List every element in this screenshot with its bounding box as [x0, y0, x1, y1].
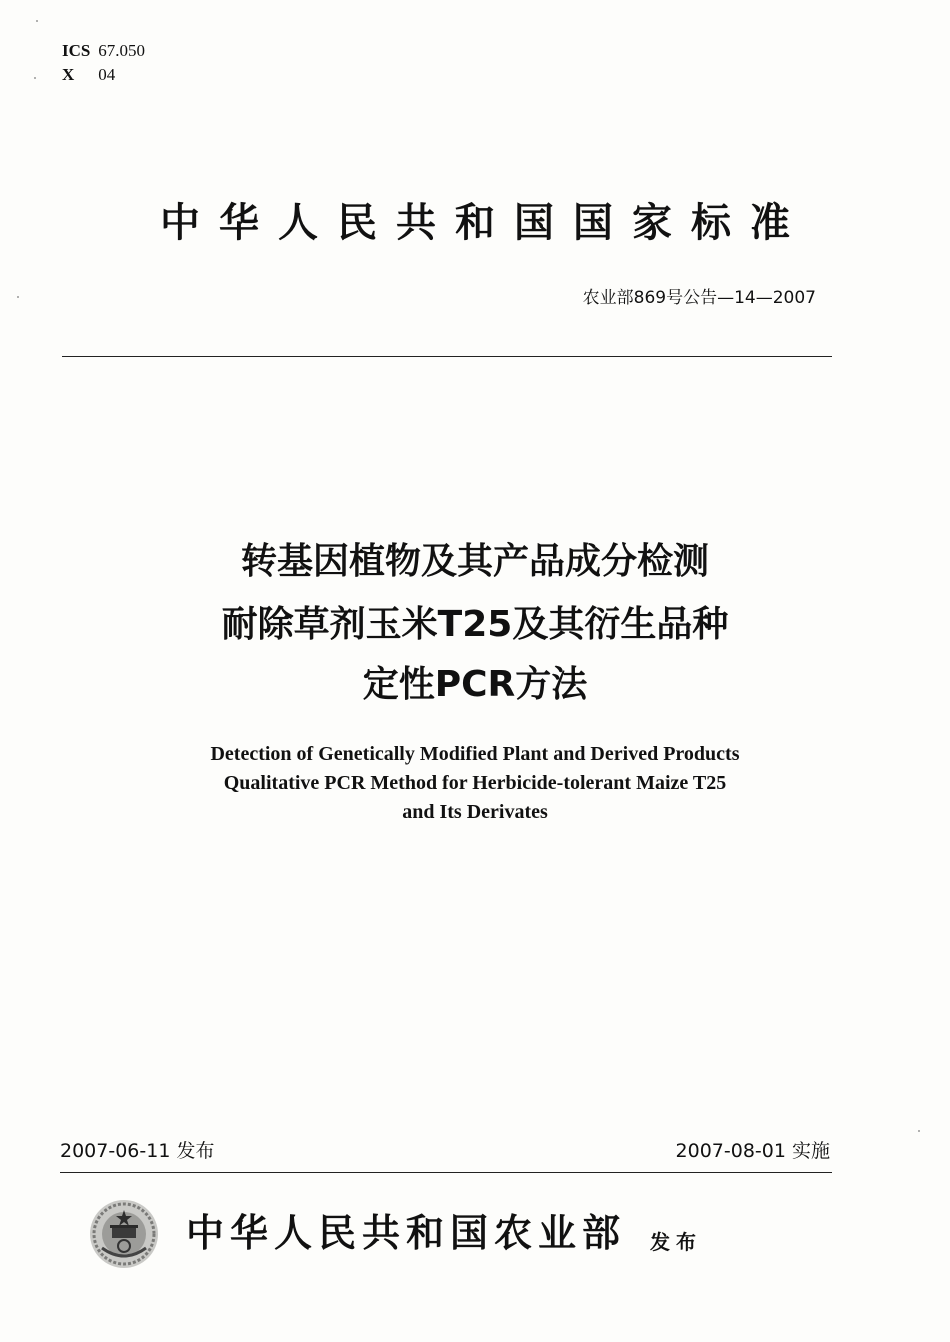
ics-label: ICS — [62, 41, 91, 60]
scan-speck — [918, 1130, 920, 1132]
ccs-code — [62, 65, 115, 85]
scan-speck — [17, 296, 19, 298]
national-emblem-icon — [88, 1198, 160, 1270]
title-en-line1: Detection of Genetically Modified Plant and Derived Products — [210, 743, 740, 765]
ics-value: 67.050 — [98, 41, 145, 60]
title-zh-line3: 定性PCR方法 — [362, 664, 588, 705]
footer-divider — [60, 1172, 832, 1173]
title-zh-line1: 转基因植物及其产品成分检测 — [240, 541, 709, 582]
ccs-label: X — [62, 65, 75, 84]
page-title: 中华人民共和国国家标准 — [160, 200, 809, 246]
ccs-value: 04 — [98, 65, 116, 84]
title-zh-line2: 耐除草剂玉米T25及其衍生品种 — [221, 604, 729, 645]
title-en-line2: Qualitative PCR Method for Herbicide-tolerant Maize T25 — [223, 772, 727, 794]
publisher-suffix: 发布 — [650, 1230, 702, 1254]
ics-code — [62, 41, 145, 61]
scan-speck — [34, 77, 36, 79]
issue-date: 2007-06-11 发布 — [60, 1140, 215, 1162]
title-en-line3: and Its Derivates — [402, 801, 548, 823]
header-divider — [62, 356, 832, 357]
implementation-date: 2007-08-01 实施 — [675, 1140, 830, 1162]
publisher-name: 中华人民共和国农业部 — [186, 1210, 627, 1255]
standard-number: 农业部869号公告—14—2007 — [582, 288, 816, 308]
scan-speck — [36, 20, 38, 22]
